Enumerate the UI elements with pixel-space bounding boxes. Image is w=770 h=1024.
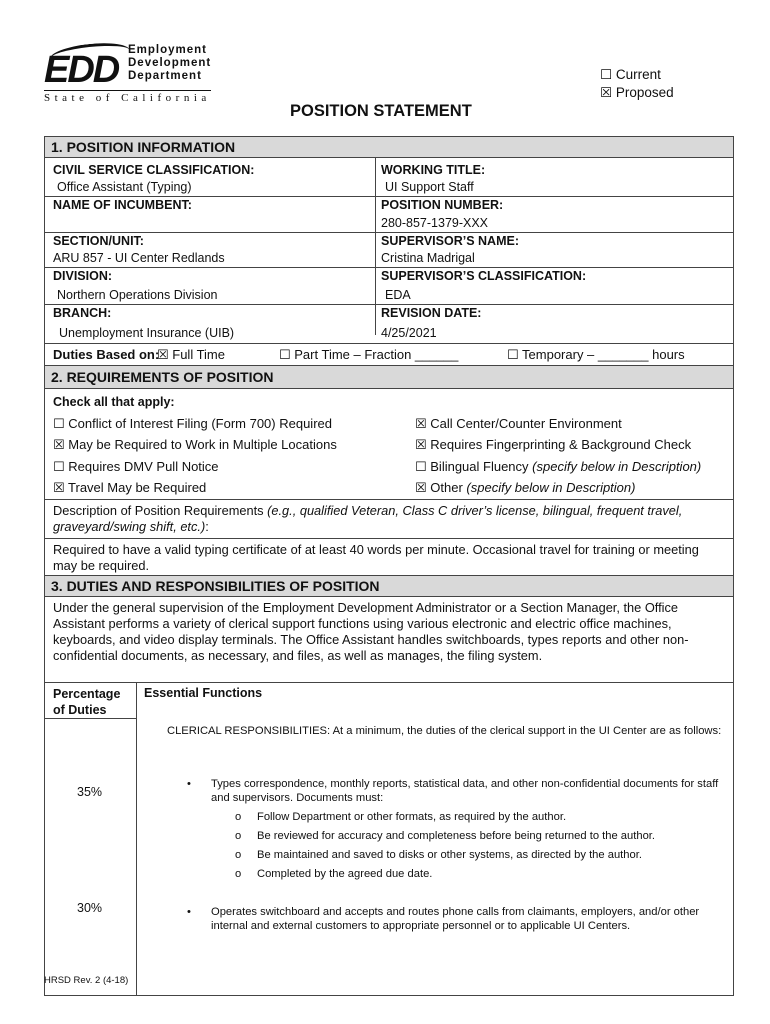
civil-service-value[interactable]: Office Assistant (Typing) (57, 180, 192, 194)
branch-label: BRANCH: (53, 306, 112, 320)
form-revision-footer: HRSD Rev. 2 (4-18) (44, 975, 129, 986)
duty-1-text: Types correspondence, monthly reports, statistical data, and other non-confidential documents for staff and supervisors. Documents must: (211, 778, 719, 804)
current-checkbox[interactable]: ☐ Current (600, 67, 661, 82)
section-2-header: 2. REQUIREMENTS OF POSITION (45, 366, 733, 388)
req-other-note: (specify below in Description) (466, 480, 636, 495)
branch-value[interactable]: Unemployment Insurance (UIB) (59, 326, 235, 340)
supervisor-class-label: SUPERVISOR’S CLASSIFICATION: (381, 269, 587, 283)
req-conflict-interest[interactable]: ☐ Conflict of Interest Filing (Form 700) Required (53, 416, 332, 431)
duty-1-sub-3: Be maintained and saved to disks or other systems, as directed by the author. (257, 849, 642, 861)
part-time-checkbox[interactable]: ☐ Part Time – Fraction ______ (279, 347, 459, 362)
col-essential-functions: Essential Functions (144, 686, 263, 700)
sub-marker-2: o (235, 830, 242, 842)
req-other-label: ☒ Other (415, 480, 463, 495)
pct-duty-2[interactable]: 30% (77, 901, 103, 915)
working-title-label: WORKING TITLE: (381, 163, 486, 177)
supervisor-name-value[interactable]: Cristina Madrigal (381, 251, 475, 265)
working-title-value[interactable]: UI Support Staff (385, 180, 474, 194)
req-bilingual-label: ☐ Bilingual Fluency (415, 459, 529, 474)
duty-1-sub-2: Be reviewed for accuracy and completeness before being returned to the author. (257, 830, 656, 842)
req-fingerprinting[interactable]: ☒ Requires Fingerprinting & Background Check (415, 437, 692, 452)
temporary-checkbox[interactable]: ☐ Temporary – _______ hours (507, 347, 685, 362)
logo-line-1: Employment (128, 44, 208, 56)
req-multiple-locations[interactable]: ☒ May be Required to Work in Multiple Locations (53, 437, 337, 452)
logo-state: State of California (44, 92, 211, 104)
sub-marker-4: o (235, 868, 242, 880)
page-title: POSITION STATEMENT (290, 102, 472, 120)
section-1-header: 1. POSITION INFORMATION (45, 137, 733, 157)
incumbent-label: NAME OF INCUMBENT: (53, 198, 192, 212)
duties-intro[interactable]: Under the general supervision of the Employment Development Administrator or a Section Manager, the Office Assistant performs a variety of clerical support functions using various electronic and electric office machines, keyboards, and video display terminals. The Office Assistant handles switchboards, types reports and other non-confidential documents, as necessary, and files, as well as manages, the filing system. (53, 600, 689, 663)
revision-date-label: REVISION DATE: (381, 306, 482, 320)
duty-1-sub-1: Follow Department or other formats, as required by the author. (257, 811, 567, 823)
status-checkboxes (600, 66, 674, 102)
division-label: DIVISION: (53, 269, 113, 283)
duties-based-label: Duties Based on: (53, 347, 160, 362)
bullet-dot-1: • (187, 778, 191, 790)
bullet-dot-2: • (187, 906, 191, 918)
pct-duty-1[interactable]: 35% (77, 785, 103, 799)
req-other[interactable] (415, 480, 635, 496)
description-text[interactable]: Required to have a valid typing certificate of at least 40 words per minute. Occasional travel for training or meeting may be required. (53, 542, 699, 573)
duty-1-sub-4: Completed by the agreed due date. (257, 868, 433, 880)
supervisor-name-label: SUPERVISOR’S NAME: (381, 234, 519, 248)
division-value[interactable]: Northern Operations Division (57, 288, 218, 302)
position-form (44, 136, 734, 996)
logo-line-2: Development (128, 57, 212, 69)
full-time-checkbox[interactable]: ☒ Full Time (157, 347, 225, 362)
clerical-heading: CLERICAL RESPONSIBILITIES: At a minimum, the duties of the clerical support in the UI Center are as follows: (167, 725, 722, 737)
civil-service-label: CIVIL SERVICE CLASSIFICATION: (53, 163, 255, 177)
duty-2-text: Operates switchboard and accepts and routes phone calls from claimants, employers, and/or other internal and external customers to appropriate personnel or to applicable UI Centers. (211, 906, 700, 932)
section-unit-label: SECTION/UNIT: (53, 234, 144, 248)
position-number-label: POSITION NUMBER: (381, 198, 504, 212)
check-all-label: Check all that apply: (53, 395, 175, 409)
proposed-checkbox[interactable]: ☒ Proposed (600, 85, 674, 100)
revision-date-value[interactable]: 4/25/2021 (381, 326, 437, 340)
req-bilingual[interactable] (415, 459, 701, 475)
req-dmv-pull[interactable]: ☐ Requires DMV Pull Notice (53, 459, 219, 474)
sub-marker-3: o (235, 849, 242, 861)
req-call-center[interactable]: ☒ Call Center/Counter Environment (415, 416, 622, 431)
desc-prefix: Description of Position Requirements (53, 503, 264, 518)
req-travel[interactable]: ☒ Travel May be Required (53, 480, 207, 495)
sub-marker-1: o (235, 811, 242, 823)
req-bilingual-note: (specify below in Description) (532, 459, 702, 474)
logo-wordmark (128, 44, 211, 83)
desc-suffix: : (205, 519, 209, 534)
edd-logo (44, 44, 214, 104)
position-number-value[interactable]: 280-857-1379-XXX (381, 216, 489, 230)
col-percentage: Percentage of Duties (53, 687, 121, 717)
supervisor-class-value[interactable]: EDA (385, 288, 411, 302)
section-unit-value[interactable]: ARU 857 - UI Center Redlands (53, 251, 225, 265)
logo-mark: EDD (44, 49, 119, 91)
description-heading (53, 503, 725, 535)
logo-line-3: Department (128, 70, 202, 82)
desc-examples: (e.g., qualified Veteran, Class C driver’s license, bilingual, frequent travel, graveyard/swing shift, etc.) (53, 503, 683, 534)
section-3-header: 3. DUTIES AND RESPONSIBILITIES OF POSITION (45, 576, 733, 596)
